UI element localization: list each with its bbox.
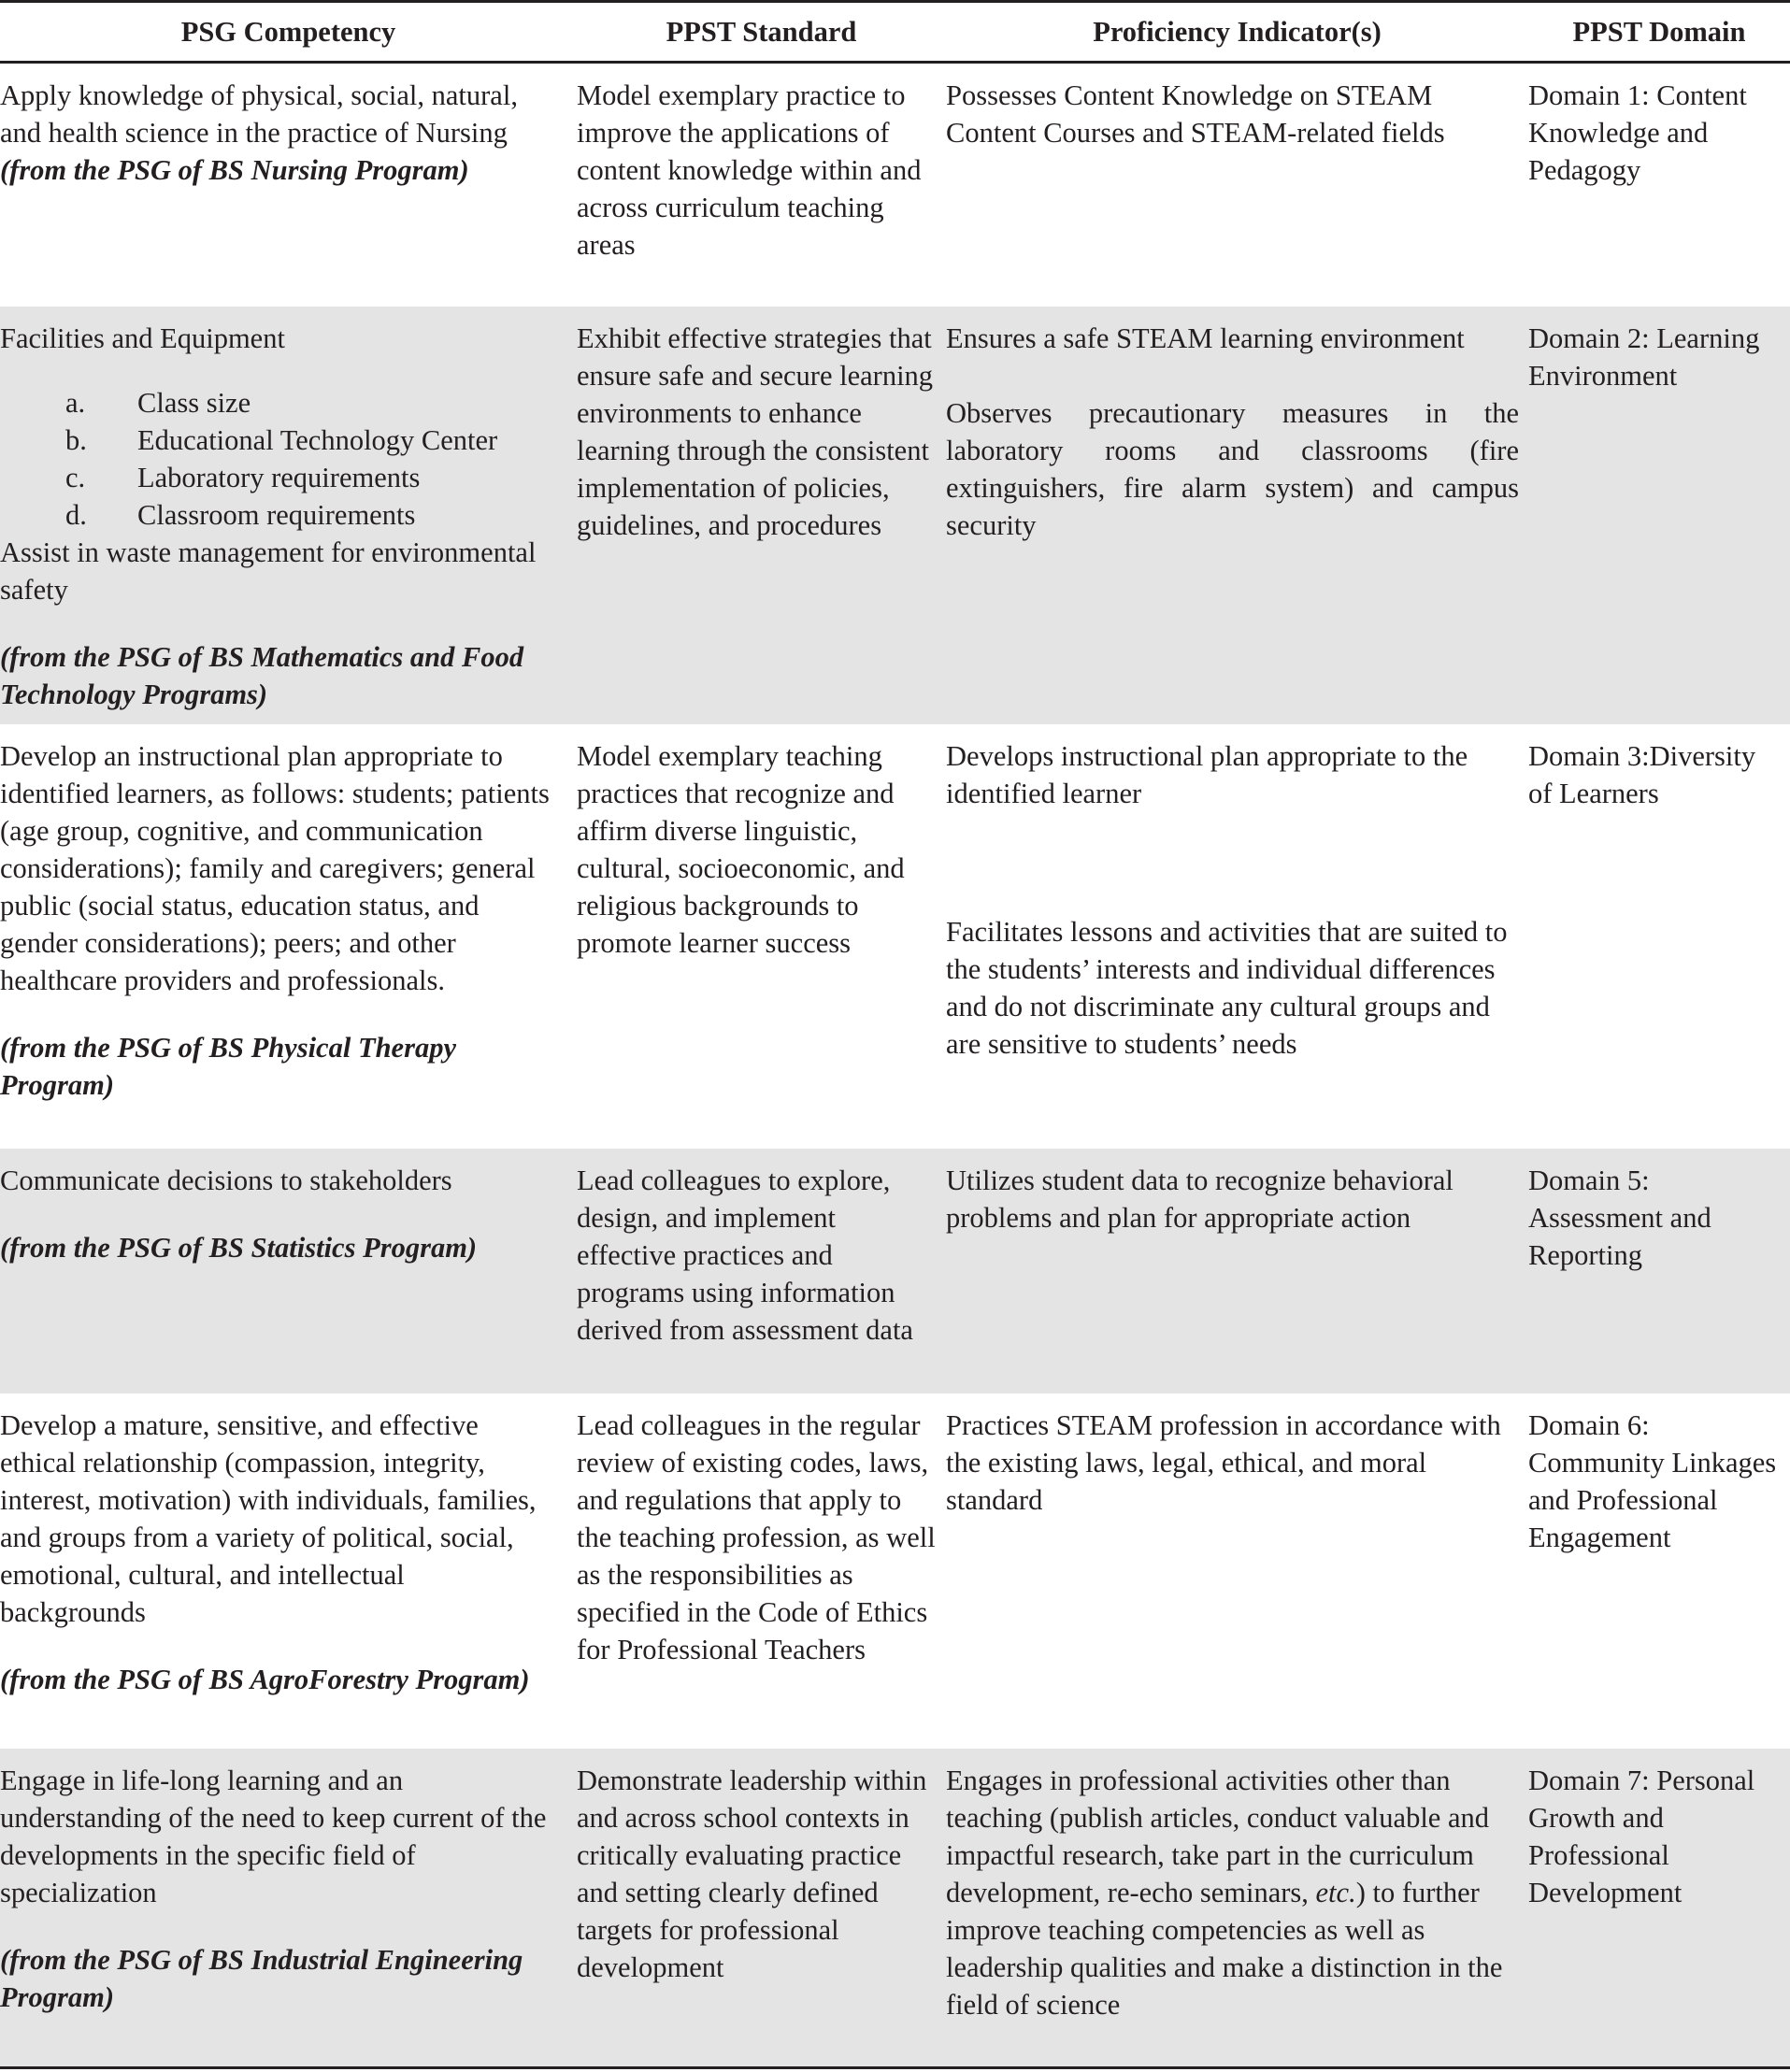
domain-cell bbox=[1528, 63, 1790, 307]
standard-cell bbox=[577, 1749, 946, 2068]
indicator-text-2: Observes precautionary measures in the laboratory rooms and classrooms (fire extinguishers, fire alarm system) and campus security bbox=[946, 397, 1519, 541]
list-marker: b. bbox=[65, 424, 87, 456]
standard-text: Model exemplary practice to improve the applications of content knowledge within and across curriculum teaching areas bbox=[577, 79, 922, 261]
indicator-text: Ensures a safe STEAM learning environment bbox=[946, 322, 1465, 354]
source-text: (from the PSG of BS Physical Therapy Program) bbox=[0, 1032, 456, 1101]
spacer bbox=[0, 1631, 552, 1661]
indicator-cell bbox=[946, 63, 1528, 307]
standard-cell bbox=[577, 724, 946, 1149]
standard-cell bbox=[577, 1393, 946, 1749]
competency-cell bbox=[0, 1393, 577, 1749]
table-row bbox=[0, 724, 1790, 1149]
indicator-text: Practices STEAM profession in accordance with the existing laws, legal, ethical, and moral standard bbox=[946, 1409, 1501, 1516]
indicator-text-etc: etc. bbox=[1315, 1877, 1356, 1908]
indicator-text-pre: Engages in professional activities other than teaching (publish articles, conduct valuable and impactful research, take part in the curriculum development, re-echo seminars, bbox=[946, 1765, 1489, 1908]
competency-text: Engage in life-long learning and an understanding of the need to keep current of the developments in the specific field of specialization bbox=[0, 1765, 547, 1908]
list-item bbox=[0, 496, 552, 534]
table-row bbox=[0, 307, 1790, 724]
competency-cell bbox=[0, 1149, 577, 1393]
domain-cell bbox=[1528, 1393, 1790, 1749]
indicator-cell bbox=[946, 724, 1528, 1149]
source-text: (from the PSG of BS Mathematics and Food Technology Programs) bbox=[0, 641, 524, 710]
competency-cell bbox=[0, 63, 577, 307]
table-header bbox=[0, 2, 1790, 63]
header-proficiency-indicators: Proficiency Indicator(s) bbox=[1093, 16, 1382, 48]
table-body bbox=[0, 63, 1790, 2068]
standard-text: Exhibit effective strategies that ensure safe and secure learning environments to enhance learning through the consistent implementation of policies, guidelines, and procedures bbox=[577, 322, 934, 541]
list-marker: a. bbox=[65, 387, 86, 419]
indicator-cell bbox=[946, 307, 1528, 724]
list-marker: d. bbox=[65, 499, 87, 531]
spacer bbox=[0, 608, 552, 638]
source-text: (from the PSG of BS Nursing Program) bbox=[0, 154, 469, 186]
indicator-text: Utilizes student data to recognize behavioral problems and plan for appropriate action bbox=[946, 1165, 1453, 1234]
domain-text: Domain 1: Content Knowledge and Pedagogy bbox=[1528, 79, 1747, 186]
standard-text: Demonstrate leadership within and across school contexts in critically evaluating practice and setting clearly defined targets for professional development bbox=[577, 1765, 927, 1983]
competency-extra-text: Assist in waste management for environmental safety bbox=[0, 536, 537, 606]
indicator-cell bbox=[946, 1149, 1528, 1393]
standard-cell bbox=[577, 307, 946, 724]
competency-text: Communicate decisions to stakeholders bbox=[0, 1165, 452, 1196]
indicator-text: Possesses Content Knowledge on STEAM Content Courses and STEAM-related fields bbox=[946, 79, 1445, 149]
domain-text: Domain 2: Learning Environment bbox=[1528, 322, 1760, 392]
competency-cell bbox=[0, 307, 577, 724]
domain-text: Domain 7: Personal Growth and Professional Development bbox=[1528, 1765, 1755, 1908]
standard-cell bbox=[577, 1149, 946, 1393]
spacer bbox=[0, 1199, 552, 1229]
header-ppst-domain: PPST Domain bbox=[1572, 16, 1746, 48]
list-item-text: Class size bbox=[137, 387, 251, 419]
spacer bbox=[0, 999, 552, 1029]
standard-text: Lead colleagues in the regular review of existing codes, laws, and regulations that apply to the teaching profession, as well as the responsibilities as specified in the Code of Ethics for Professional Teachers bbox=[577, 1409, 936, 1665]
list-item bbox=[0, 384, 552, 422]
competency-text: Apply knowledge of physical, social, natural, and health science in the practice of Nursing bbox=[0, 79, 518, 149]
spacer bbox=[946, 357, 1519, 394]
list-item-text: Classroom requirements bbox=[137, 499, 416, 531]
indicator-text bbox=[946, 1749, 1519, 2035]
domain-text: Domain 6: Community Linkages and Professional Engagement bbox=[1528, 1409, 1777, 1553]
domain-cell bbox=[1528, 1749, 1790, 2068]
domain-text: Domain 5: Assessment and Reporting bbox=[1528, 1165, 1711, 1271]
list-item bbox=[0, 459, 552, 496]
source-text: (from the PSG of BS Industrial Engineering Program) bbox=[0, 1944, 523, 2013]
standard-text: Model exemplary teaching practices that recognize and affirm diverse linguistic, cultural, socioeconomic, and religious backgrounds to promote learner success bbox=[577, 740, 905, 959]
list-item-text: Laboratory requirements bbox=[137, 462, 421, 493]
list-marker: c. bbox=[65, 462, 86, 493]
header-row bbox=[0, 2, 1790, 63]
competency-text: Facilities and Equipment bbox=[0, 322, 285, 354]
indicator-text-2: Facilitates lessons and activities that are suited to the students’ interests and individual differences and do not discriminate any cultural groups and are sensitive to students’ needs bbox=[946, 916, 1508, 1060]
source-text: (from the PSG of BS AgroForestry Program) bbox=[0, 1664, 530, 1695]
domain-cell bbox=[1528, 724, 1790, 1149]
list-item bbox=[0, 422, 552, 459]
table-row bbox=[0, 63, 1790, 307]
indicator-text: Develops instructional plan appropriate to the identified learner bbox=[946, 740, 1468, 809]
indicator-text-post: ) to further improve teaching competencies as well as leadership qualities and make a distinction in the field of science bbox=[946, 1877, 1503, 2021]
indicator-cell bbox=[946, 1393, 1528, 1749]
table-row bbox=[0, 1749, 1790, 2068]
domain-cell bbox=[1528, 307, 1790, 724]
table-row bbox=[0, 1149, 1790, 1393]
spacer bbox=[0, 1911, 552, 1941]
header-ppst-standard: PPST Standard bbox=[666, 16, 857, 48]
competency-text: Develop a mature, sensitive, and effective ethical relationship (compassion, integrity, interest, motivation) with individuals, families, and groups from a variety of political, social, emotional, cultural, and intellectual backgrounds bbox=[0, 1409, 537, 1628]
domain-text: Domain 3:Diversity of Learners bbox=[1528, 740, 1756, 809]
domain-cell bbox=[1528, 1149, 1790, 1393]
competency-text: Develop an instructional plan appropriate to identified learners, as follows: students; patients (age group, cognitive, and communication considerations); family and caregivers; general public (social status, education status, and gender considerations); peers; and other healthcare providers and professionals. bbox=[0, 740, 550, 996]
table-row bbox=[0, 1393, 1790, 1749]
indicator-cell bbox=[946, 1749, 1528, 2068]
spacer bbox=[946, 812, 1519, 913]
competency-cell bbox=[0, 724, 577, 1149]
header-psg-competency: PSG Competency bbox=[180, 16, 396, 48]
facilities-list bbox=[0, 384, 552, 534]
standard-cell bbox=[577, 63, 946, 307]
standard-text: Lead colleagues to explore, design, and implement effective practices and programs using information derived from assessment data bbox=[577, 1165, 913, 1346]
competency-cell bbox=[0, 1749, 577, 2068]
list-item-text: Educational Technology Center bbox=[137, 424, 498, 456]
source-text: (from the PSG of BS Statistics Program) bbox=[0, 1232, 478, 1264]
